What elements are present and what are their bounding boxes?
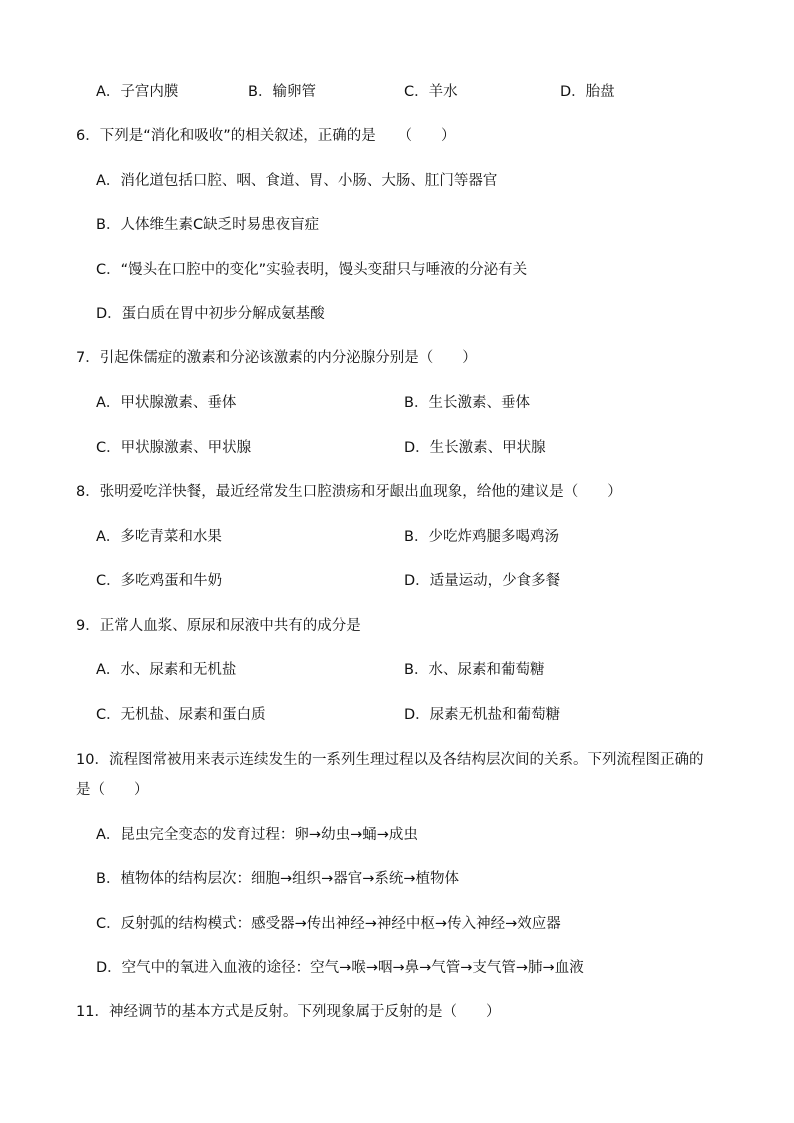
q10-option-b: B．植物体的结构层次：细胞→组织→器官→系统→植物体 [96, 871, 460, 887]
q6-stem: 6．下列是“消化和吸收”的相关叙述，正确的是 （ ） [76, 128, 456, 144]
q6-option-c: C．“馒头在口腔中的变化”实验表明，馒头变甜只与唾液的分泌有关 [96, 262, 528, 278]
q8-option-a: A．多吃青菜和水果 [96, 529, 222, 545]
q8-option-b: B．少吃炸鸡腿多喝鸡汤 [404, 529, 559, 545]
q7-option-c: C．甲状腺激素、甲状腺 [96, 440, 252, 456]
q9-option-d: D．尿素无机盐和葡萄糖 [404, 707, 561, 723]
q10-stem-line1: 10．流程图常被用来表示连续发生的一系列生理过程以及各结构层次间的关系。下列流程图正确的 [76, 752, 704, 768]
q10-stem-line2: 是（ ） [76, 782, 149, 798]
q9-option-a: A．水、尿素和无机盐 [96, 662, 237, 678]
q6-option-a: A．消化道包括口腔、咽、食道、胃、小肠、大肠、肛门等器官 [96, 173, 498, 189]
q5-option-b: B．输卵管 [248, 84, 316, 100]
q7-option-d: D．生长激素、甲状腺 [404, 440, 546, 456]
q5-option-c: C．羊水 [404, 84, 458, 100]
q9-stem: 9．正常人血浆、原尿和尿液中共有的成分是 [76, 618, 361, 634]
q8-option-d: D．适量运动，少食多餐 [404, 573, 561, 589]
q10-option-d: D．空气中的氧进入血液的途径：空气→喉→咽→鼻→气管→支气管→肺→血液 [96, 960, 584, 976]
q6-option-d: D．蛋白质在胃中初步分解成氨基酸 [96, 306, 325, 322]
q5-option-d: D．胎盘 [560, 84, 615, 100]
q8-stem: 8．张明爱吃洋快餐，最近经常发生口腔溃疡和牙龈出血现象，给他的建议是（ ） [76, 484, 622, 500]
q5-option-a: A．子宫内膜 [96, 84, 179, 100]
q7-stem: 7．引起侏儒症的激素和分泌该激素的内分泌腺分别是（ ） [76, 350, 477, 366]
q6-option-b: B．人体维生素C缺乏时易患夜盲症 [96, 217, 320, 233]
q8-option-c: C．多吃鸡蛋和牛奶 [96, 573, 223, 589]
q11-stem: 11．神经调节的基本方式是反射。下列现象属于反射的是（ ） [76, 1004, 501, 1020]
q9-option-c: C．无机盐、尿素和蛋白质 [96, 707, 266, 723]
q10-option-c: C．反射弧的结构模式：感受器→传出神经→神经中枢→传入神经→效应器 [96, 916, 561, 932]
q10-option-a: A．昆虫完全变态的发育过程：卵→幼虫→蛹→成虫 [96, 827, 418, 843]
q7-option-b: B．生长激素、垂体 [404, 395, 530, 411]
q7-option-a: A．甲状腺激素、垂体 [96, 395, 237, 411]
q9-option-b: B．水、尿素和葡萄糖 [404, 662, 545, 678]
